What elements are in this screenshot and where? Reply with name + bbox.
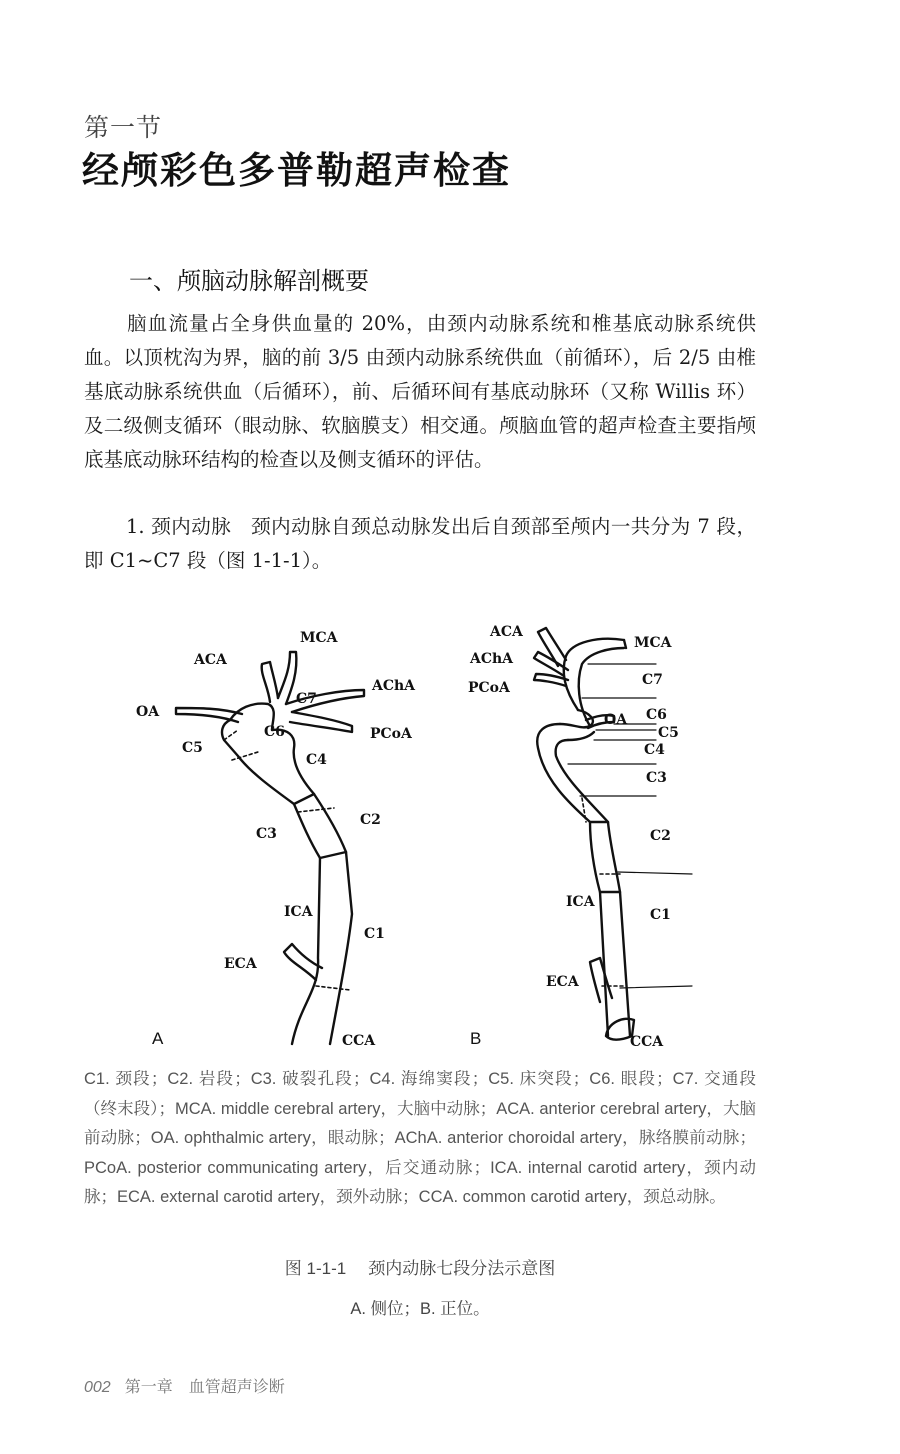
label-b-c5: C5 xyxy=(658,725,679,741)
figure-caption-number: 图 1-1-1 xyxy=(284,1259,347,1278)
label-a-c7: C7 xyxy=(296,691,317,707)
label-a-c5: C5 xyxy=(182,740,203,756)
label-b-ica: ICA xyxy=(566,894,595,910)
label-b-c3: C3 xyxy=(646,770,667,786)
label-b-mca: MCA xyxy=(634,635,672,651)
label-a-c4: C4 xyxy=(306,752,327,768)
figure-caption xyxy=(0,1254,840,1279)
label-a-pcoa: PCoA xyxy=(370,726,412,742)
ica-segments-diagram xyxy=(120,612,720,1052)
label-b-pcoa: PCoA xyxy=(468,680,510,696)
figure-caption-sub: A. 侧位；B. 正位。 xyxy=(350,1300,490,1318)
label-a-c1: C1 xyxy=(364,926,385,942)
page-title: 经颅彩色多普勒超声检查 xyxy=(82,149,511,192)
label-b-c1: C1 xyxy=(650,907,671,923)
label-b-cca: CCA xyxy=(630,1034,664,1050)
label-b-eca: ECA xyxy=(546,974,579,990)
page-footer xyxy=(84,1374,285,1397)
label-b-c7: C7 xyxy=(642,672,663,688)
paragraph-2-text: 1. 颈内动脉 颈内动脉自颈总动脉发出后自颈部至颅内一共分为 7 段，即 C1~C7 段（图 1-1-1）。 xyxy=(84,515,756,572)
figure-legend: C1. 颈段；C2. 岩段；C3. 破裂孔段；C4. 海绵窦段；C5. 床突段；C6. 眼段；C7. 交通段（终末段）；MCA. middle cerebral artery，大脑中动脉；ACA. anterior cerebral artery，大脑前动脉；OA. ophthalmic artery，眼动脉；AChA. anterior choroidal artery，脉络膜前动脉；PCoA. posterior communicating artery，后交通动脉；ICA. internal carotid artery，颈内动脉；ECA. external carotid artery，颈外动脉；CCA. common carotid artery，颈总动脉。 xyxy=(84,1070,756,1206)
section-heading: 一、颅脑动脉解剖概要 xyxy=(129,267,369,295)
paragraph-1-text: 脑血流量占全身供血量的 20%，由颈内动脉系统和椎基底动脉系统供血。以顶枕沟为界，脑的前 3/5 由颈内动脉系统供血（前循环），后 2/5 由椎基底动脉系统供血（后循环），前、后循环间有基底动脉环（又称 Willis 环）及二级侧支循环（眼动脉、软脑膜支）相交通。颅脑血管的超声检查主要指颅底基底动脉环结构的检查以及侧支循环的评估。 xyxy=(84,312,756,471)
footer-chapter: 第一章 xyxy=(124,1379,173,1396)
paragraph-1 xyxy=(84,307,756,477)
label-b-c6: C6 xyxy=(646,707,667,723)
label-a-mca: MCA xyxy=(300,630,338,646)
label-a-c6: C6 xyxy=(264,724,285,740)
label-b-aca: ACA xyxy=(490,624,523,640)
panel-a-vessel xyxy=(176,652,364,1044)
label-a-eca: ECA xyxy=(224,956,257,972)
label-a-acha: AChA xyxy=(372,678,416,694)
label-a-oa: OA xyxy=(136,704,160,720)
figure-caption-title: 颈内动脉七段分法示意图 xyxy=(368,1259,556,1278)
label-b-acha: AChA xyxy=(470,651,514,667)
label-b-oa: OA xyxy=(604,712,628,728)
label-b-c4: C4 xyxy=(644,742,665,758)
panel-b-letter: B xyxy=(470,1029,482,1048)
paragraph-2 xyxy=(84,510,756,578)
figure-1-1-1 xyxy=(120,612,720,1052)
label-b-c2: C2 xyxy=(650,828,671,844)
label-a-cca: CCA xyxy=(342,1033,376,1049)
label-a-aca: ACA xyxy=(194,652,227,668)
label-a-c3: C3 xyxy=(256,826,277,842)
footer-chapter-title: 血管超声诊断 xyxy=(188,1379,285,1396)
section-number: 第一节 xyxy=(84,113,163,142)
label-a-ica: ICA xyxy=(284,904,313,920)
page-number: 002 xyxy=(84,1379,111,1396)
panel-a-letter: A xyxy=(152,1029,164,1048)
label-a-c2: C2 xyxy=(360,812,381,828)
